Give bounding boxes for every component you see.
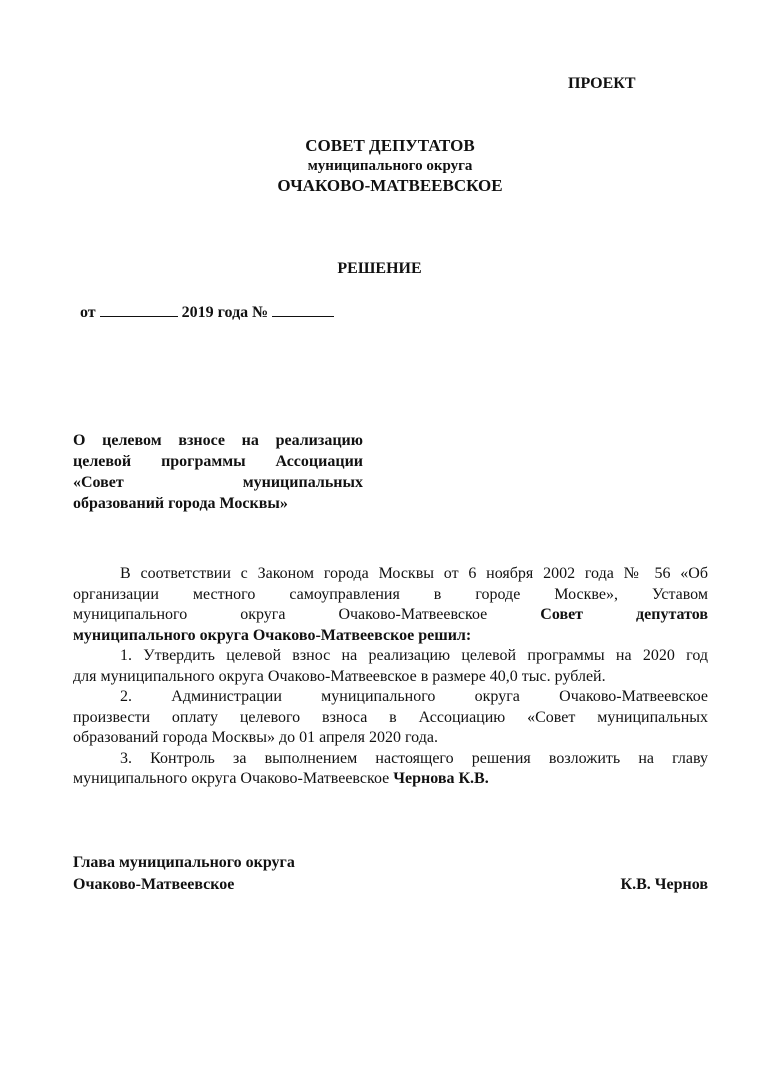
- date-blank-field: [100, 302, 178, 317]
- preamble-line: муниципального округа Очаково-Матвеевское решил:: [73, 626, 472, 644]
- preamble-line: организации местного самоуправления в городе Москве», Уставом: [73, 585, 708, 603]
- item-1-line: для муниципального округа Очаково-Матвеевское в размере 40,0 тыс. рублей.: [73, 667, 606, 685]
- decision-body: [73, 564, 708, 790]
- draft-label: ПРОЕКТ: [568, 75, 636, 92]
- council-header: [0, 136, 763, 196]
- preamble-line: [73, 605, 708, 626]
- council-resolver: Совет депутатов: [540, 606, 708, 623]
- date-prefix: от: [80, 304, 96, 321]
- item-1-line: 1. Утвердить целевой взнос на реализацию целевой программы на 2020 год: [120, 647, 708, 664]
- number-blank-field: [272, 302, 334, 317]
- signatory-name: К.В. Чернов: [620, 876, 708, 893]
- item-3-line: 3. Контроль за выполнением настоящего решения возложить на главу: [120, 749, 708, 767]
- signature-title-line: Глава муниципального округа: [73, 854, 295, 871]
- council-district-name: ОЧАКОВО-МАТВЕЕВСКОЕ: [277, 176, 503, 195]
- subject-line: «Совет муниципальных: [73, 474, 363, 491]
- decision-subject: [73, 430, 363, 514]
- item-2-line: произвести оплату целевого взноса в Ассоциацию «Совет муниципальных: [73, 708, 708, 726]
- subject-line: образований города Москвы»: [73, 495, 288, 512]
- item-3-text: муниципального округа Очаково-Матвеевское: [73, 770, 390, 787]
- item-3-responsible: Чернова К.В.: [393, 770, 489, 787]
- council-district-label: муниципального округа: [307, 158, 473, 174]
- signature-title-line: Очаково-Матвеевское: [73, 876, 235, 893]
- council-name: СОВЕТ ДЕПУТАТОВ: [305, 136, 475, 155]
- subject-line: О целевом взносе на реализацию: [73, 432, 363, 449]
- preamble-text: муниципального округа Очаково-Матвеевское: [73, 606, 488, 623]
- date-line: [80, 302, 334, 323]
- preamble-line: В соответствии с Законом города Москвы от 6 ноября 2002 года № 56 «Об: [120, 565, 708, 582]
- item-3-line: [73, 769, 708, 790]
- signature-block: [73, 852, 708, 896]
- decision-title: РЕШЕНИЕ: [337, 260, 422, 277]
- item-2-line: 2. Администрации муниципального округа Очаково-Матвеевское: [120, 688, 708, 705]
- date-year-text: 2019 года №: [181, 304, 269, 321]
- subject-line: целевой программы Ассоциации: [73, 453, 363, 470]
- item-2-line: образований города Москвы» до 01 апреля 2020 года.: [73, 729, 438, 746]
